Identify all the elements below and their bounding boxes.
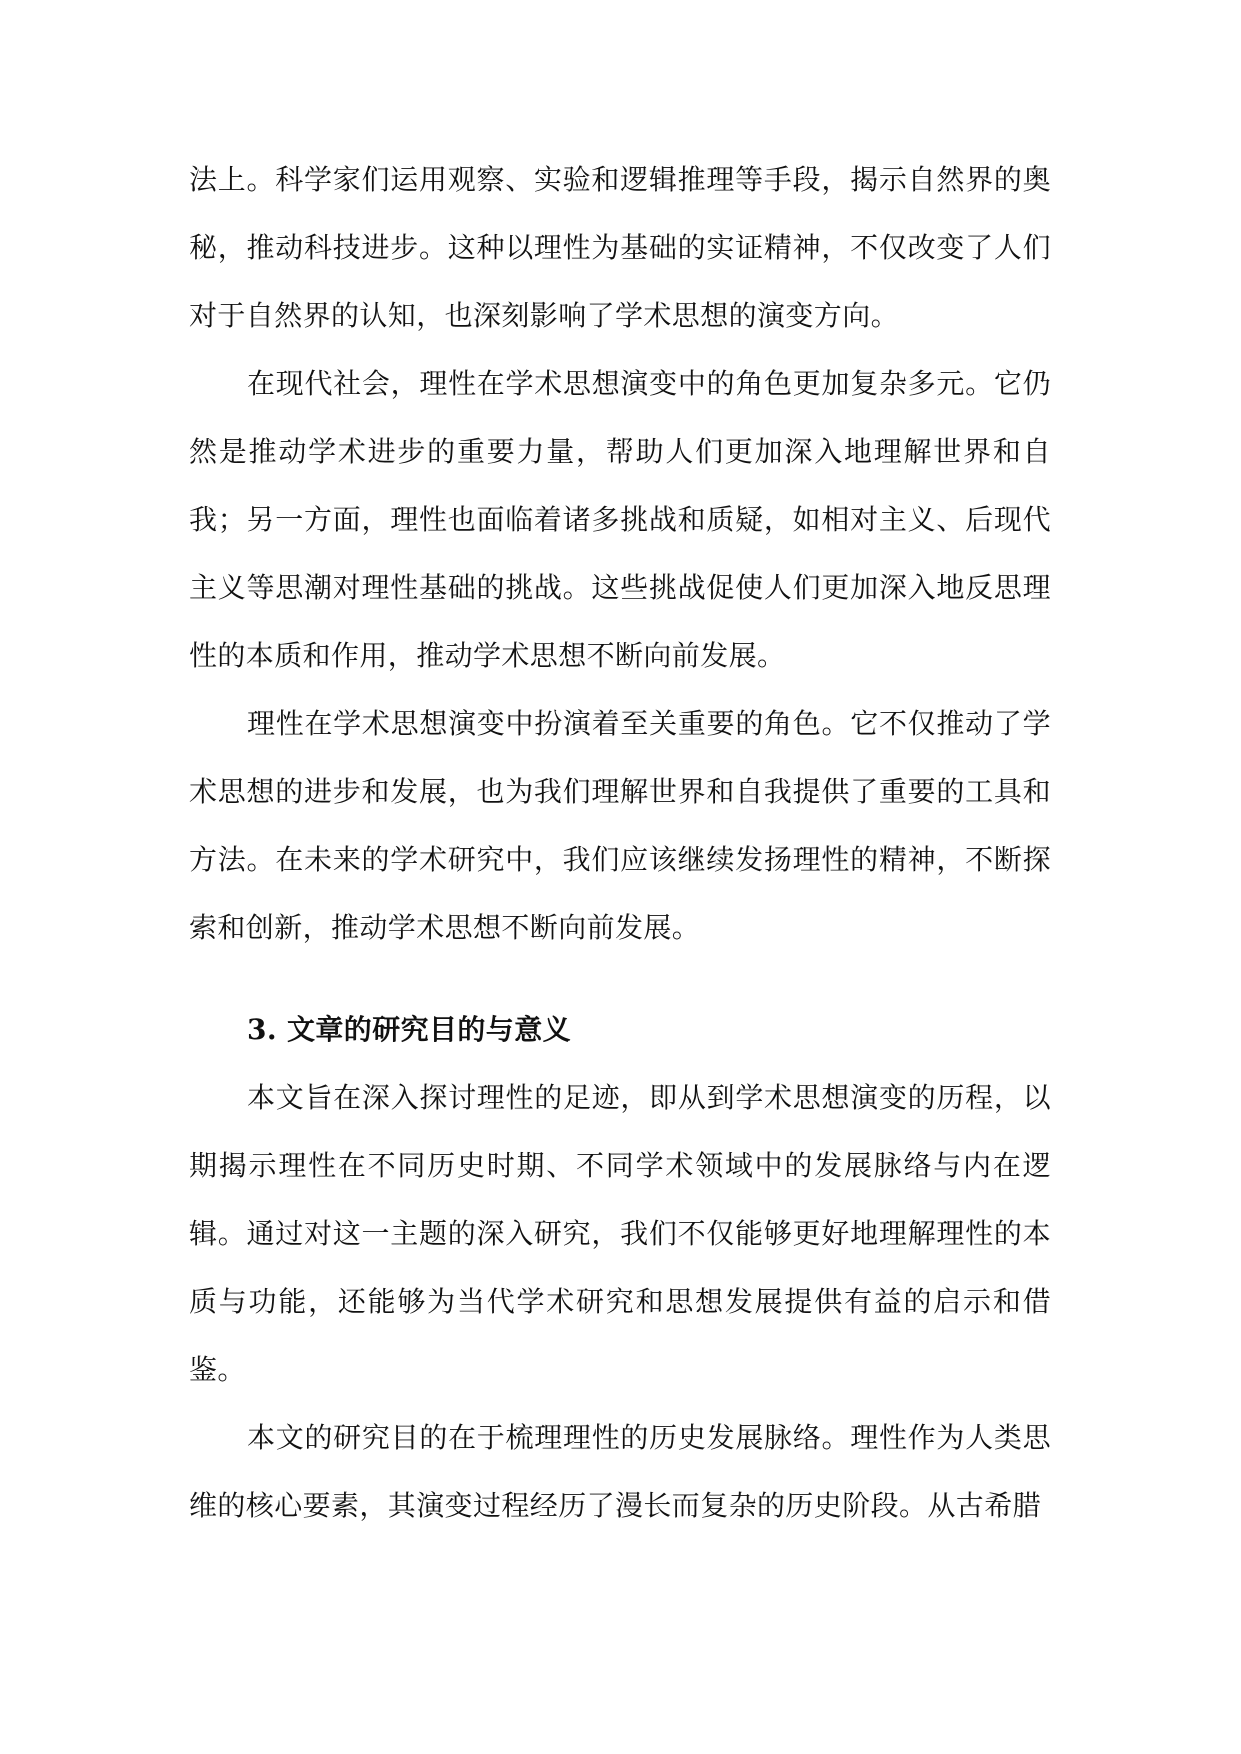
section-heading <box>189 996 1051 1064</box>
paragraph-3: 理性在学术思想演变中扮演着至关重要的角色。它不仅推动了学术思想的进步和发展，也为我们理解世界和自我提供了重要的工具和方法。在未来的学术研究中，我们应该继续发扬理性的精神，不断探索和创新，推动学术思想不断向前发展。 <box>189 707 1051 944</box>
paragraph-4: 本文旨在深入探讨理性的足迹，即从到学术思想演变的历程，以期揭示理性在不同历史时期、不同学术领域中的发展脉络与内在逻辑。通过对这一主题的深入研究，我们不仅能够更好地理解理性的本质与功能，还能够为当代学术研究和思想发展提供有益的启示和借鉴。 <box>189 1081 1051 1386</box>
paragraph-2: 在现代社会，理性在学术思想演变中的角色更加复杂多元。它仍然是推动学术进步的重要力量，帮助人们更加深入地理解世界和自我；另一方面，理性也面临着诸多挑战和质疑，如相对主义、后现代主义等思潮对理性基础的挑战。这些挑战促使人们更加深入地反思理性的本质和作用，推动学术思想不断向前发展。 <box>189 367 1051 672</box>
paragraph-5: 本文的研究目的在于梳理理性的历史发展脉络。理性作为人类思维的核心要素，其演变过程经历了漫长而复杂的历史阶段。从古希腊 <box>189 1421 1051 1522</box>
section-title: 文章的研究目的与意义 <box>287 1013 572 1046</box>
section-number: 3. <box>247 1013 278 1046</box>
paragraph-1: 法上。科学家们运用观察、实验和逻辑推理等手段，揭示自然界的奥秘，推动科技进步。这种以理性为基础的实证精神，不仅改变了人们对于自然界的认知，也深刻影响了学术思想的演变方向。 <box>189 163 1051 332</box>
document-body <box>189 146 1051 1540</box>
